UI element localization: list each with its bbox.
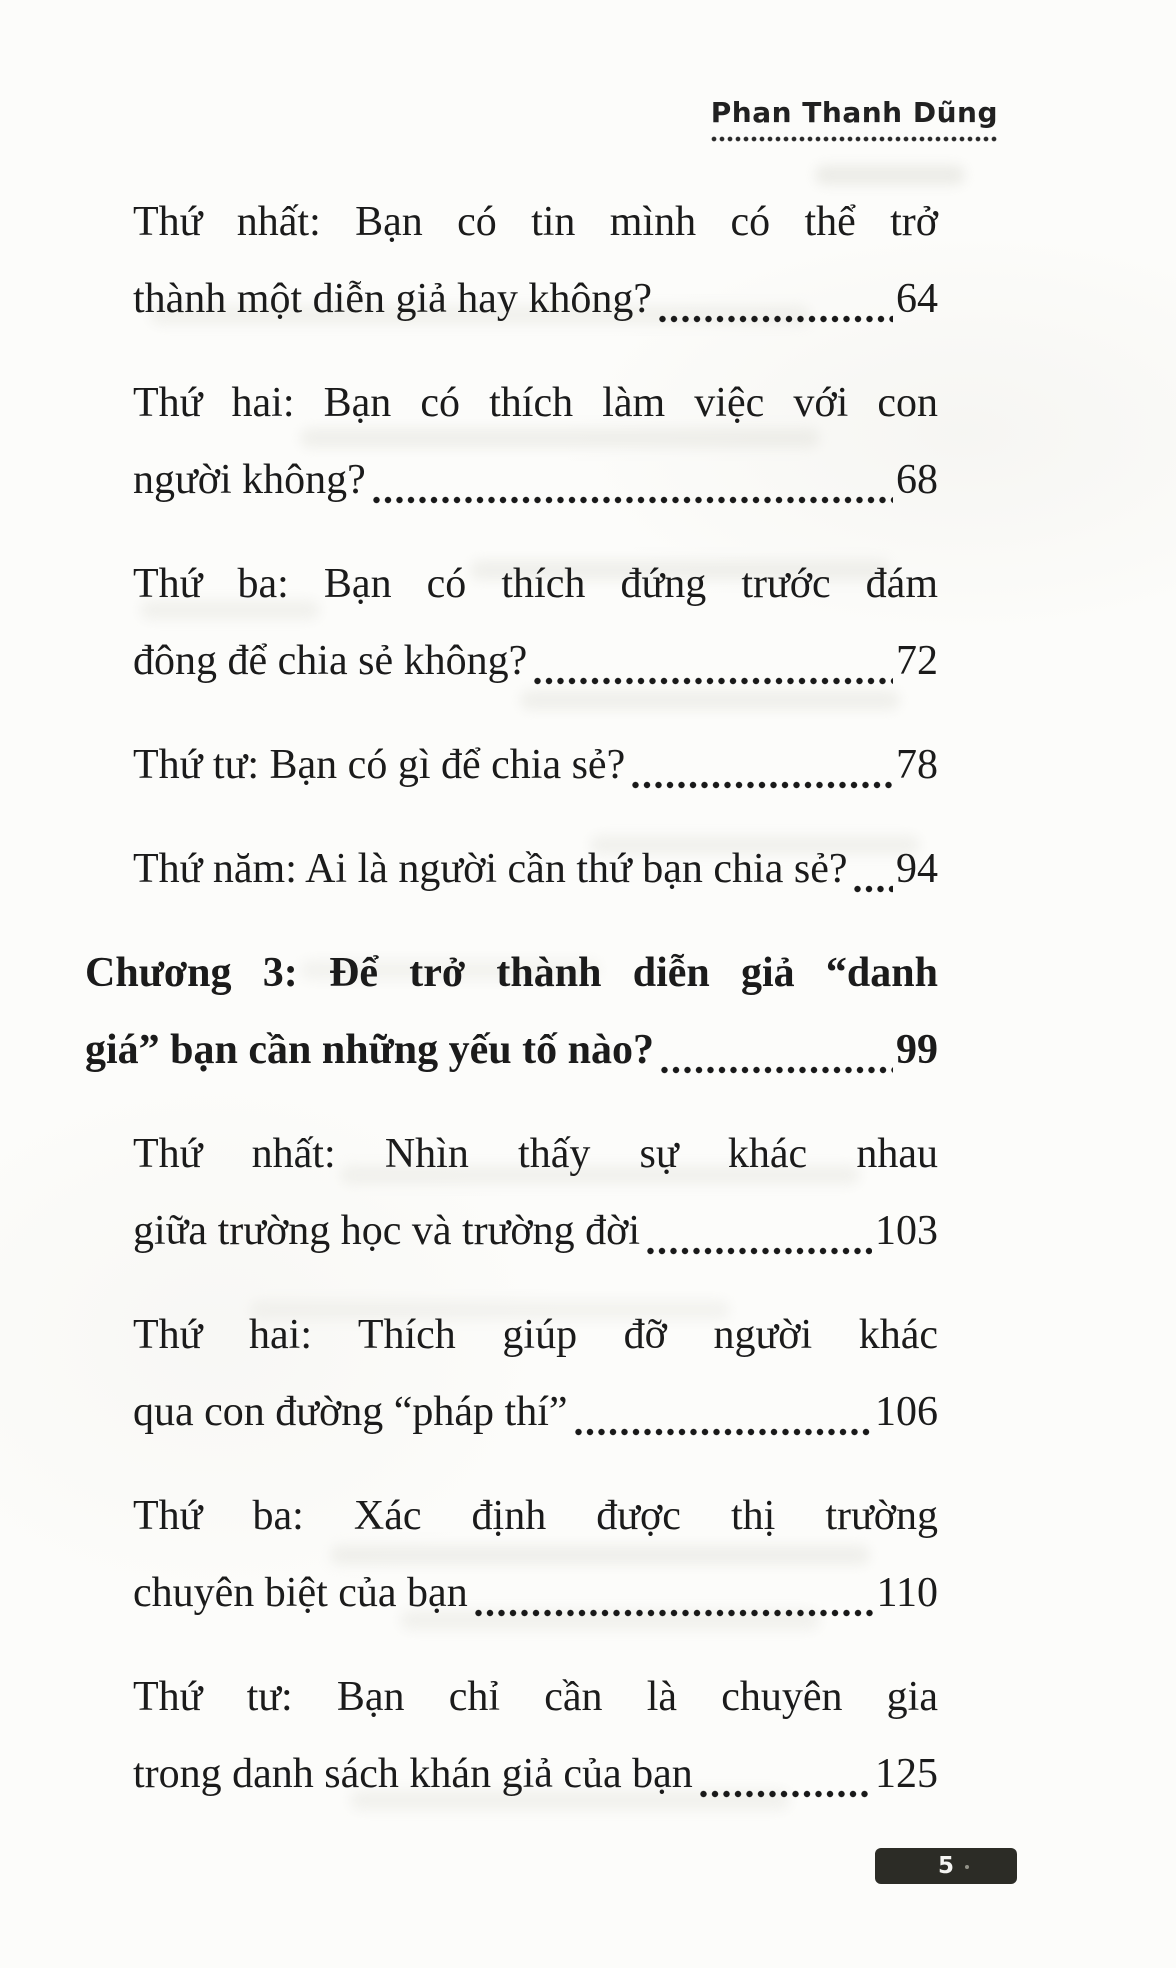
toc-page-number: 103 [875,1208,938,1254]
dotted-leader [575,1428,872,1436]
toc-entry [133,727,938,804]
dotted-leader [661,1066,893,1074]
toc-entry-text: qua con đường “pháp thí” [133,1389,568,1435]
toc-entry [133,546,938,700]
toc-entry-text: Thứ hai: Bạn có thích làm việc với con [133,380,938,426]
toc-entry-text: Thứ tư: Bạn chỉ cần là chuyên gia [133,1674,938,1720]
toc-entry-line [133,1555,938,1632]
toc-entry [133,365,938,519]
toc-entry [133,1116,938,1270]
author-name: Phan Thanh Dũng [710,96,998,129]
toc-entry [133,1478,938,1632]
toc-entry-text: người không? [133,457,366,503]
toc-entry-text: Thứ nhất: Bạn có tin mình có thể trở [133,199,938,245]
toc-entry-text: giữa trường học và trường đời [133,1208,640,1254]
toc-entry [133,1297,938,1451]
toc-entry [133,831,938,908]
page-number: 5 [937,1853,954,1879]
badge-speck [965,1865,969,1869]
table-of-contents [85,184,938,1840]
toc-entry-line [133,1193,938,1270]
dotted-leader [632,781,893,789]
toc-entry-line [133,831,938,908]
dotted-leader [475,1609,874,1617]
dotted-leader [659,315,893,323]
toc-entry-line [133,727,938,804]
toc-page-number: 72 [896,638,938,684]
toc-page-number: 99 [896,1027,938,1073]
toc-entry-line [133,442,938,519]
header-dotted-underline [711,136,998,142]
toc-entry-text: chuyên biệt của bạn [133,1570,468,1616]
dotted-leader [854,885,893,893]
toc-page-number: 94 [896,846,938,892]
toc-page-number: 125 [875,1751,938,1797]
toc-entry [133,184,938,338]
dotted-leader [373,496,893,504]
toc-chapter-heading [85,935,938,1089]
toc-entry-text: Thứ nhất: Nhìn thấy sự khác nhau [133,1131,938,1177]
toc-page-number: 110 [876,1570,938,1616]
toc-entry-text: Thứ hai: Thích giúp đỡ người khác [133,1312,938,1358]
toc-page-number: 64 [896,276,938,322]
toc-page-number: 68 [896,457,938,503]
bleed-through-smudge [815,165,965,185]
dotted-leader [534,677,893,685]
page-number-badge [875,1848,1017,1884]
page-header [711,96,998,142]
toc-entry-text: Thứ tư: Bạn có gì để chia sẻ? [133,742,626,788]
toc-page-number: 106 [875,1389,938,1435]
toc-entry-text: Thứ ba: Xác định được thị trường [133,1493,938,1539]
toc-entry-text: Thứ ba: Bạn có thích đứng trước đám [133,561,938,607]
toc-entry-text: giá” bạn cần những yếu tố nào? [85,1027,655,1073]
toc-entry-line [133,1736,938,1813]
toc-page-number: 78 [896,742,938,788]
toc-entry-text: thành một diễn giả hay không? [133,276,653,322]
toc-entry-text: Thứ năm: Ai là người cần thứ bạn chia sẻ? [133,846,848,892]
toc-entry-line [133,1374,938,1451]
toc-entry-text: trong danh sách khán giả của bạn [133,1751,693,1797]
toc-entry [133,1659,938,1813]
toc-entry-line [85,1012,938,1089]
toc-entry-line [133,261,938,338]
toc-entry-text: Chương 3: Để trở thành diễn giả “danh [85,950,938,996]
dotted-leader [647,1247,872,1255]
dotted-leader [700,1790,872,1798]
toc-entry-text: đông để chia sẻ không? [133,638,528,684]
toc-entry-line [133,623,938,700]
